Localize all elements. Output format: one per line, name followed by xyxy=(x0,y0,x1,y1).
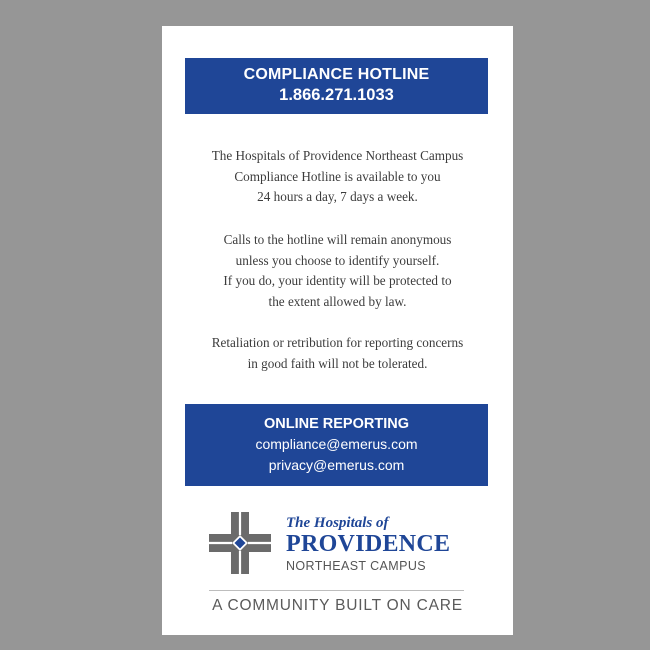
retaliation-paragraph xyxy=(162,333,513,374)
paragraph-line: the extent allowed by law. xyxy=(268,294,407,310)
hotline-card xyxy=(162,26,513,635)
hotline-phone[interactable]: 1.866.271.1033 xyxy=(279,86,394,104)
logo-line-3: NORTHEAST CAMPUS xyxy=(286,559,426,573)
paragraph-line: Calls to the hotline will remain anonymous xyxy=(223,232,452,247)
logo-line-2: PROVIDENCE xyxy=(286,531,451,557)
hotline-banner xyxy=(185,58,488,114)
online-reporting-title: ONLINE REPORTING xyxy=(263,416,409,432)
privacy-email-link[interactable]: privacy@emerus.com xyxy=(268,457,405,473)
logo-divider xyxy=(209,590,464,591)
providence-logo-text xyxy=(286,514,486,574)
tagline: A COMMUNITY BUILT ON CARE xyxy=(212,597,463,614)
cross-logo-icon xyxy=(209,512,271,574)
anonymity-paragraph xyxy=(162,230,513,313)
paragraph-line: The Hospitals of Providence Northeast Campus xyxy=(211,148,464,163)
paragraph-line: Retaliation or retribution for reporting concerns xyxy=(211,335,464,350)
paragraph-line: 24 hours a day, 7 days a week. xyxy=(257,189,418,205)
compliance-email-link[interactable]: compliance@emerus.com xyxy=(255,436,418,452)
paragraph-line: in good faith will not be tolerated. xyxy=(247,355,428,371)
availability-paragraph xyxy=(162,146,513,208)
logo-line-1: The Hospitals of xyxy=(286,515,389,531)
paragraph-line: If you do, your identity will be protected to xyxy=(223,273,452,289)
online-reporting-banner xyxy=(185,404,488,486)
paragraph-line: Compliance Hotline is available to you xyxy=(234,168,441,184)
paragraph-line: unless you choose to identify yourself. xyxy=(235,252,440,268)
hotline-title: COMPLIANCE HOTLINE xyxy=(243,66,430,83)
